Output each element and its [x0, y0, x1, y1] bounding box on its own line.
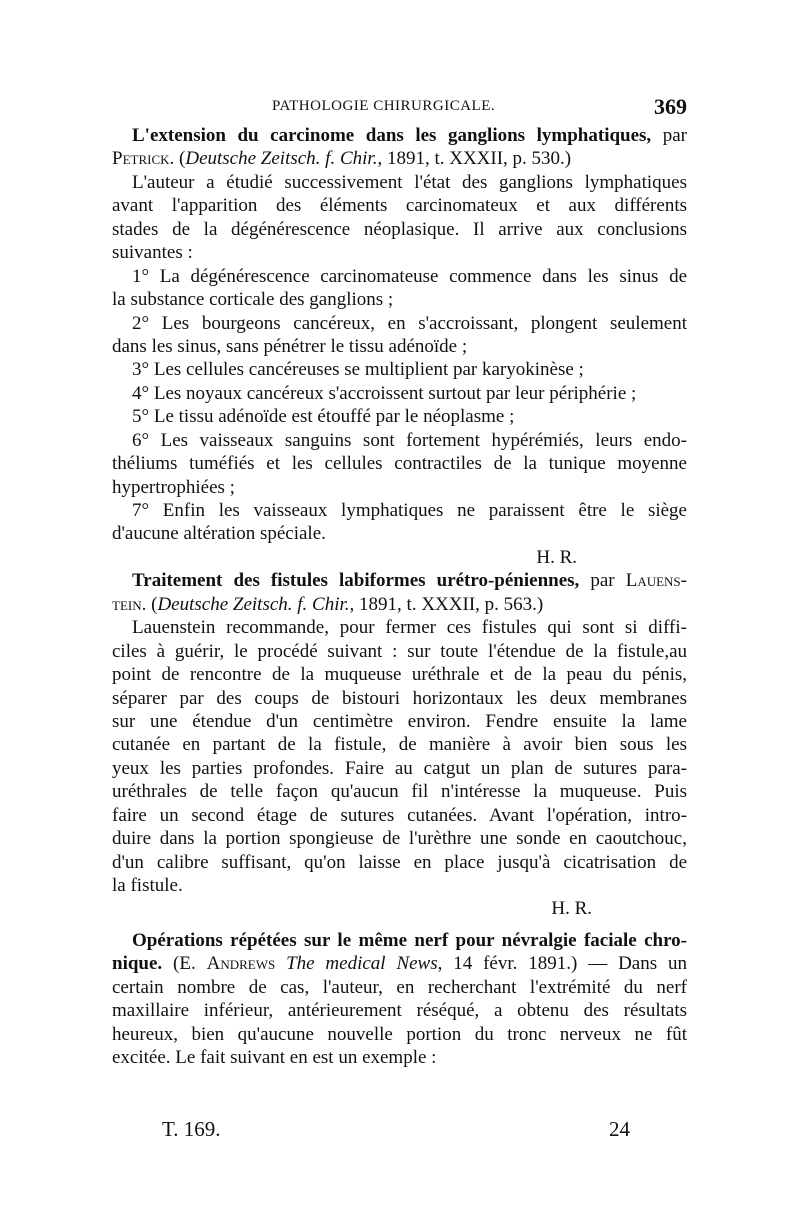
text-line: sur une étendue d'un centimètre environ. Fendre ensuite la lame	[112, 710, 687, 732]
article-2-ref-prefix: . (	[141, 593, 158, 615]
article-1-ref-prefix: . (	[169, 148, 186, 170]
text-line: cutanée en partant de la fistule, de manière à avoir bien sous les	[112, 734, 687, 756]
article-1-heading	[112, 124, 687, 147]
article-3-author: Andrews	[206, 953, 276, 975]
text-line: la fistule.	[112, 875, 183, 896]
text-line: excitée. Le fait suivant en est un exemple :	[112, 1047, 437, 1069]
text-line: faire un second étage de sutures cutanées. Avant l'opération, intro-	[112, 804, 687, 826]
article-1-signature: H. R.	[536, 546, 577, 568]
article-1	[112, 124, 687, 569]
volume-mark: T. 169.	[162, 1117, 221, 1141]
article-3-ref-rest: , 14 févr. 1891.) — Dans un	[437, 953, 687, 975]
text-line: théliums tuméfiés et les cellules contractiles de la tunique moyenne	[112, 453, 687, 475]
article-1-ref-rest: , 1891, t. XXXII, p. 530.)	[377, 148, 572, 170]
text-line: 1° La dégénérescence carcinomateuse commence dans les sinus de	[132, 265, 687, 287]
running-head	[112, 94, 687, 124]
article-1-by: par	[662, 125, 687, 146]
article-2-reference	[112, 593, 687, 616]
text-line: yeux les parties profondes. Faire au catgut un plan de sutures para-	[112, 757, 687, 779]
text-line: dans les sinus, sans pénétrer le tissu adénoïde ;	[112, 335, 468, 357]
article-2-author-part2: tein	[112, 593, 142, 615]
page-footer	[162, 1117, 630, 1145]
text-line: 4° Les noyaux cancéreux s'accroissent surtout par leur périphérie ;	[132, 382, 637, 404]
text-line: 3° Les cellules cancéreuses se multiplient par karyokinèse ;	[132, 359, 584, 381]
running-head-title: PATHOLOGIE CHIRURGICALE.	[272, 98, 496, 114]
text-line: heureux, bien qu'aucune nouvelle portion du tronc nerveux ne fût	[112, 1023, 687, 1045]
article-3	[112, 929, 687, 1070]
text-line: d'aucune altération spéciale.	[112, 523, 326, 545]
article-1-title: L'extension du carcinome dans les ganglions lymphatiques,	[132, 125, 652, 146]
article-2-journal: Deutsche Zeitsch. f. Chir.	[157, 593, 350, 615]
text-line: duire dans la portion spongieuse de l'urèthre une sonde en caoutchouc,	[112, 828, 687, 850]
text-line: d'un calibre suffisant, qu'on laisse en place jusqu'à cicatrisation de	[112, 851, 687, 873]
text-line: stades de la dégénérescence néoplasique. Il arrive aux conclusions	[112, 218, 687, 240]
page-number: 369	[654, 94, 687, 119]
page-body	[112, 124, 687, 1070]
text-line: 6° Les vaisseaux sanguins sont fortement hypérémiés, leurs endo-	[132, 429, 687, 451]
article-2-ref-rest: , 1891, t. XXXII, p. 563.)	[349, 593, 544, 615]
article-3-heading	[112, 952, 687, 975]
text-line: 7° Enfin les vaisseaux lymphatiques ne paraissent être le siège	[132, 500, 687, 521]
text-line: 2° Les bourgeons cancéreux, en s'accroissant, plongent seulement	[132, 312, 687, 334]
article-3-journal: The medical News	[275, 953, 438, 975]
article-1-reference	[112, 147, 687, 170]
article-3-title-line-2: nique.	[112, 953, 163, 975]
article-1-author: Petrick	[112, 148, 170, 170]
text-line: uréthrales de telle façon qu'aucun fil n'intéresse la muqueuse. Puis	[112, 781, 687, 803]
article-1-journal: Deutsche Zeitsch. f. Chir.	[185, 148, 378, 170]
article-2-title: Traitement des fistules labiformes urétro-péniennes,	[132, 570, 580, 592]
text-line: ciles à guérir, le procédé suivant : sur toute l'étendue de la fistule,au	[112, 640, 687, 662]
text-line: point de rencontre de la muqueuse uréthrale et de la peau du pénis,	[112, 664, 687, 686]
text-line: avant l'apparition des éléments carcinomateux et aux différents	[112, 195, 687, 217]
text-line: suivantes :	[112, 242, 193, 264]
article-2-heading	[112, 569, 687, 592]
article-2	[112, 569, 687, 921]
text-line: séparer par des coups de bistouri horizontaux les deux membranes	[112, 687, 687, 709]
text-line: maxillaire inférieur, antérieurement réséqué, a obtenu des résultats	[112, 1000, 687, 1022]
article-2-author-part1: Lauens-	[625, 570, 687, 592]
text-line: certain nombre de cas, l'auteur, en recherchant l'extrémité du nerf	[112, 976, 687, 998]
signature-mark: 24	[609, 1117, 630, 1141]
article-2-by: par	[590, 570, 615, 592]
text-line: la substance corticale des ganglions ;	[112, 289, 394, 311]
article-3-ref-prefix: (E.	[162, 953, 207, 975]
text-line: L'auteur a étudié successivement l'état des ganglions lymphatiques	[132, 171, 687, 193]
text-line: Lauenstein recommande, pour fermer ces fistules qui sont si diffi-	[132, 617, 687, 639]
text-line: 5° Le tissu adénoïde est étouffé par le néoplasme ;	[132, 406, 515, 428]
text-line: hypertrophiées ;	[112, 476, 235, 498]
article-2-signature: H. R.	[551, 898, 592, 920]
article-3-title-line-1: Opérations répétées sur le même nerf pour névralgie faciale chro-	[132, 929, 687, 951]
